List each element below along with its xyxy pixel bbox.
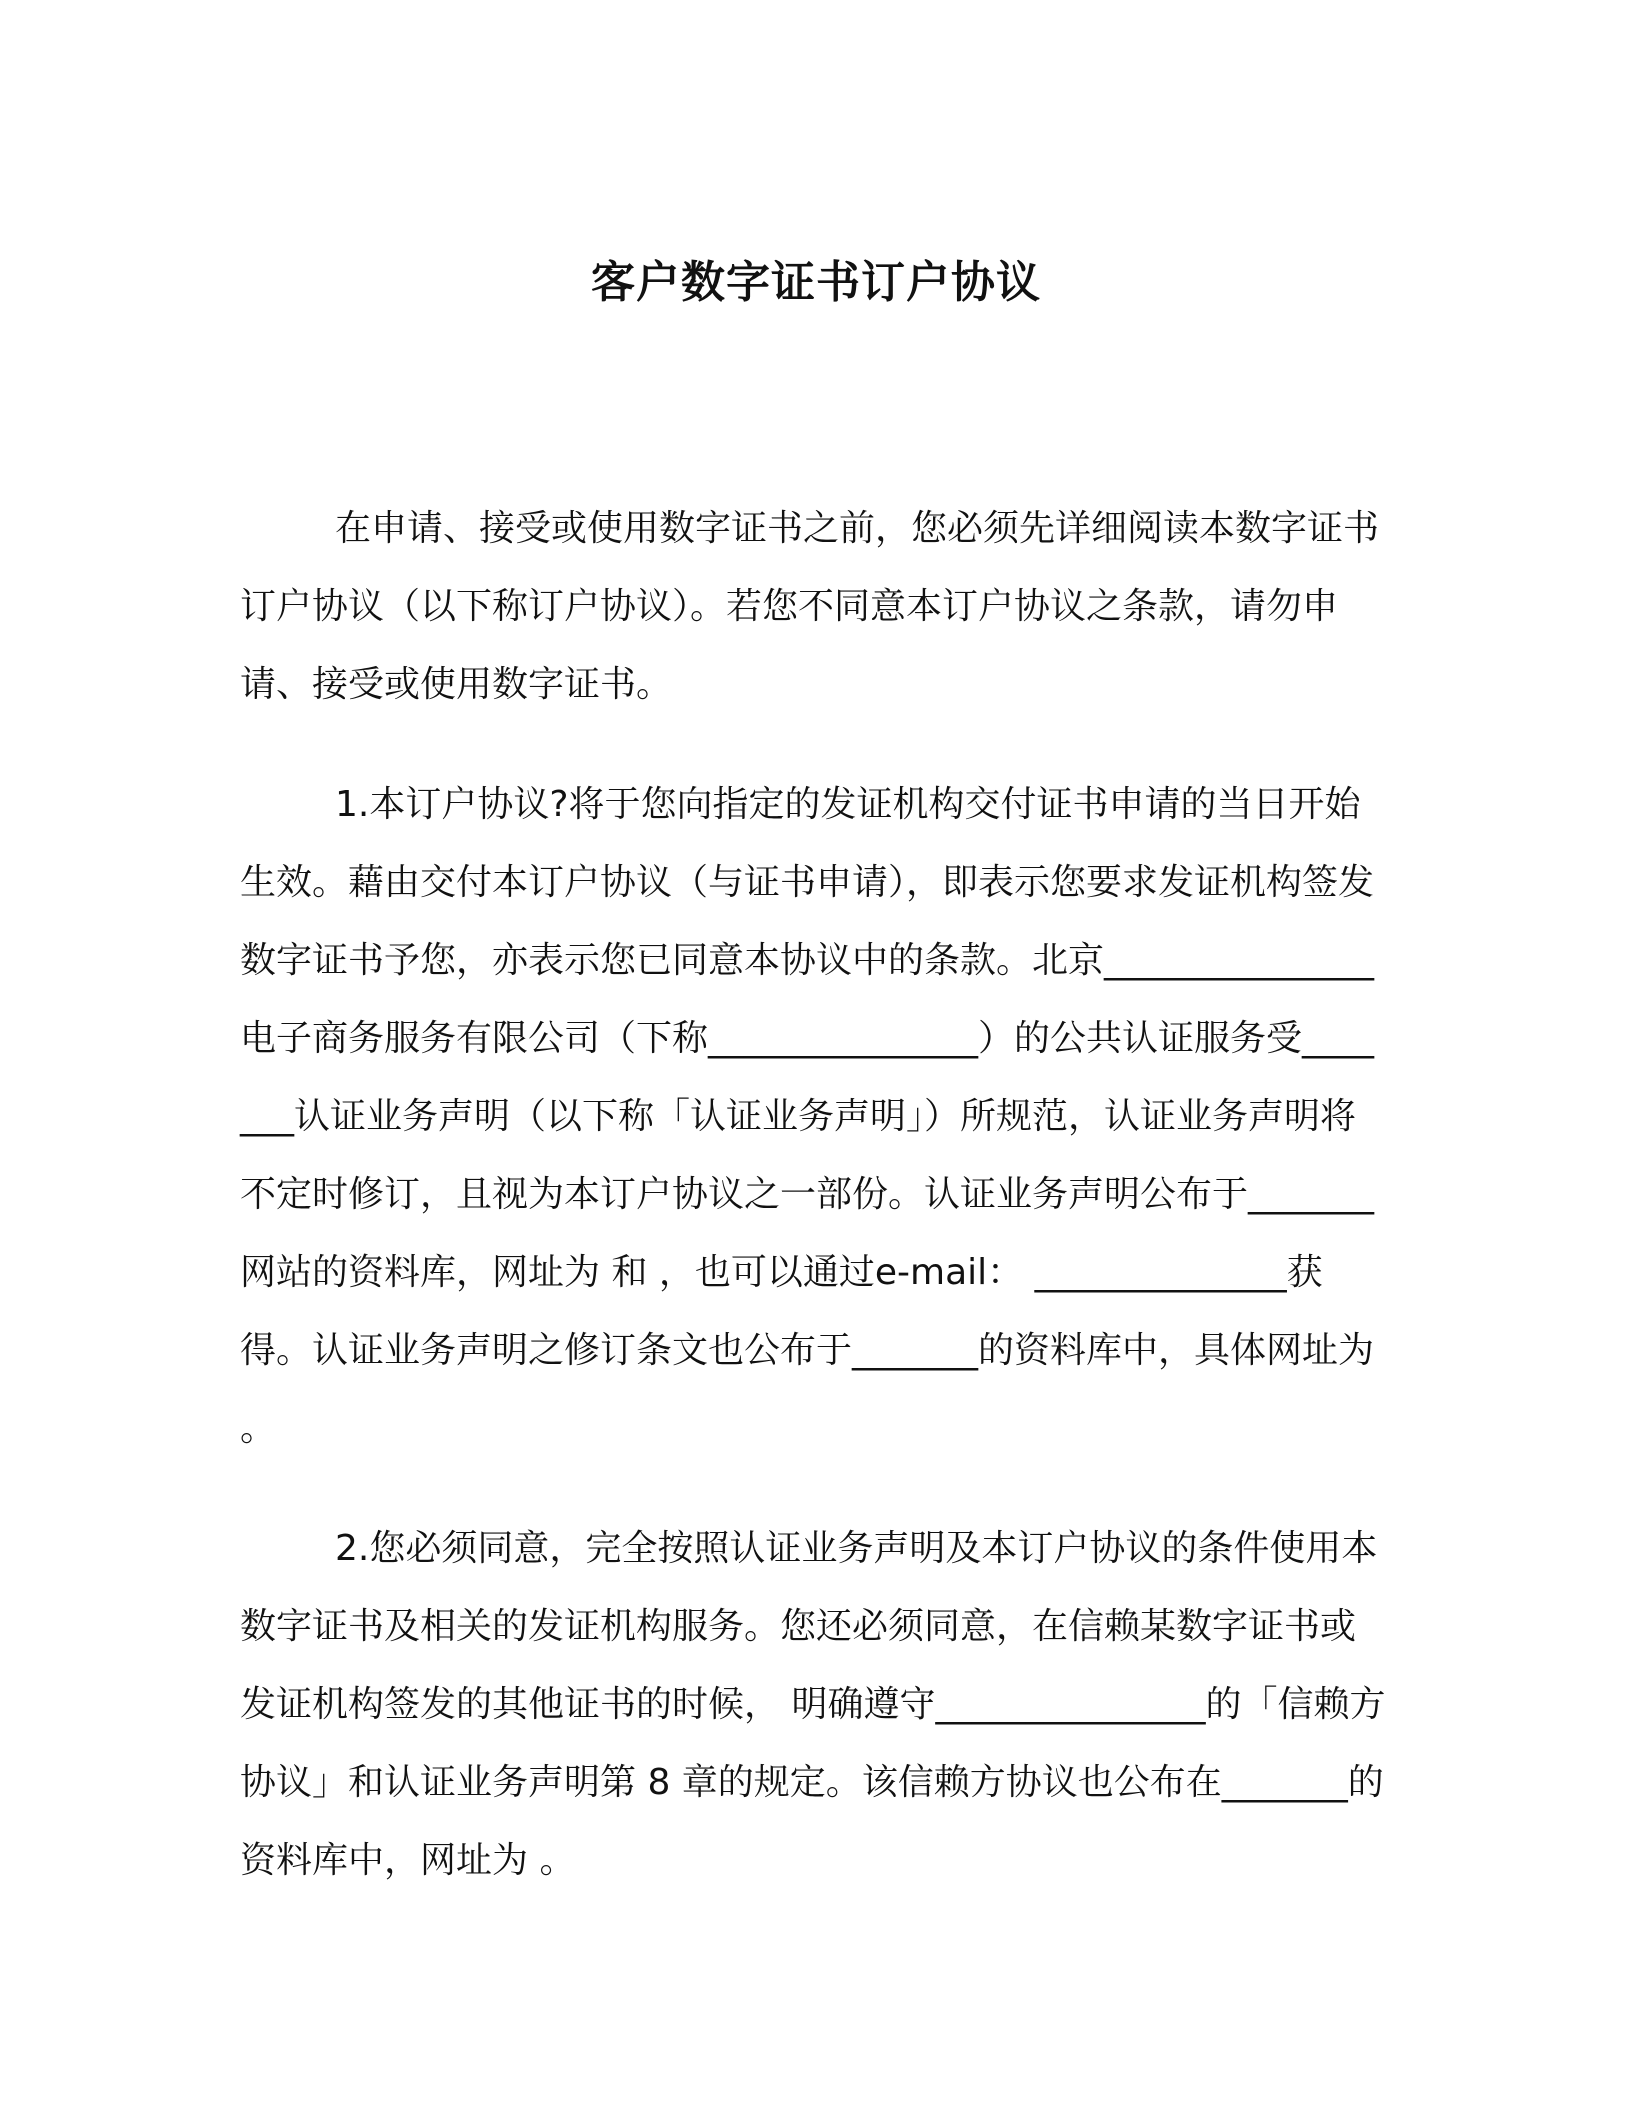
paragraph-clause-2: 2.您必须同意，完全按照认证业务声明及本订户协议的条件使用本数字证书及相关的发证机构服务。您还必须同意，在信赖某数字证书或发证机构签发的其他证书的时候， 明确遵守_______________的「信赖方协议」和认证业务声明第 8 章的规定。该信赖方协议也公布在_______的资料库中，网址为 。 xyxy=(240,1528,1386,1881)
paragraph-clause-1: 1.本订户协议?将于您向指定的发证机构交付证书申请的当日开始生效。藉由交付本订户协议（与证书申请），即表示您要求发证机构签发数字证书予您，亦表示您已同意本协议中的条款。北京_______________电子商务服务有限公司（下称_______________）的公共认证服务受_______认证业务声明（以下称「认证业务声明」）所规范，认证业务声明将不定时修订，且视为本订户协议之一部份。认证业务声明公布于_______网站的资料库，网址为 和 ，也可以通过e-mail： ______________获得。认证业务声明之修订条文也公布于_______的资料库中，具体网址为 。 xyxy=(240,784,1375,1449)
document-body xyxy=(240,490,1390,1942)
paragraph-intro: 在申请、接受或使用数字证书之前，您必须先详细阅读本数字证书订户协议（以下称订户协议）。若您不同意本订户协议之条款，请勿申请、接受或使用数字证书。 xyxy=(240,508,1380,705)
document-title: 客户数字证书订户协议 xyxy=(591,257,1041,309)
